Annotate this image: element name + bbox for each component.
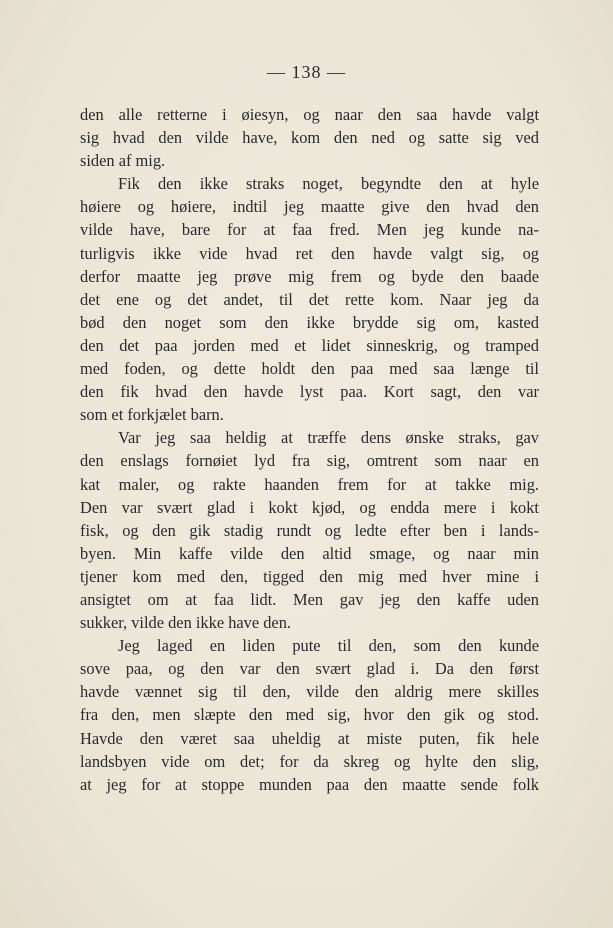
text-line: Fik den ikke straks noget, begyndte den at hyle <box>118 174 539 194</box>
text-line: den alle retterne i øiesyn, og naar den saa havde valgt <box>80 105 539 124</box>
text-line: ansigtet om at faa lidt. Men gav jeg den kaffe uden <box>80 589 539 609</box>
text-line: den enslags fornøiet lyd fra sig, omtrent som naar en <box>80 451 539 471</box>
text-line: tjener kom med den, tigged den mig med hver mine i <box>80 566 539 586</box>
text-line: sig hvad den vilde have, kom den ned og satte sig ved <box>80 128 539 148</box>
page-number: — 138 — <box>267 62 346 82</box>
text-line: Havde den været saa uheldig at miste puten, fik hele <box>80 728 539 748</box>
text-line: turligvis ikke vide hvad ret den havde valgt sig, og <box>80 243 539 263</box>
text-line: som et forkjælet barn. <box>80 405 224 425</box>
text-line: Var jeg saa heldig at træffe dens ønske straks, gav <box>118 428 539 448</box>
text-line: byen. Min kaffe vilde den altid smage, og naar min <box>80 543 539 563</box>
body-text <box>80 103 539 796</box>
text-line: landsbyen vide om det; for da skreg og hylte den slig, <box>80 751 539 771</box>
text-line: med foden, og dette holdt den paa med saa længe til <box>80 359 539 379</box>
text-line: bød den noget som den ikke brydde sig om, kasted <box>80 312 539 332</box>
text-line: sove paa, og den var den svært glad i. Da den først <box>80 659 539 679</box>
text-line: at jeg for at stoppe munden paa den maatte sende folk <box>80 774 539 794</box>
text-line: vilde have, bare for at faa fred. Men jeg kunde na- <box>80 220 539 240</box>
text-line: siden af mig. <box>80 151 166 171</box>
text-line: fra den, men slæpte den med sig, hvor den gik og stod. <box>80 705 539 725</box>
text-line: fisk, og den gik stadig rundt og ledte efter ben i lands- <box>80 520 539 540</box>
text-line: sukker, vilde den ikke have den. <box>80 613 291 633</box>
text-line: kat maler, og rakte haanden frem for at takke mig. <box>80 474 539 494</box>
text-line: den fik hvad den havde lyst paa. Kort sagt, den var <box>80 382 539 402</box>
text-line: det ene og det andet, til det rette kom. Naar jeg da <box>80 289 539 309</box>
text-line: Jeg laged en liden pute til den, som den kunde <box>118 636 539 656</box>
text-line: Den var svært glad i kokt kjød, og endda mere i kokt <box>80 497 539 517</box>
text-line: høiere og høiere, indtil jeg maatte give den hvad den <box>80 197 539 217</box>
text-line: den det paa jorden med et lidet sinneskrig, og tramped <box>80 335 539 355</box>
text-line: havde vænnet sig til den, vilde den aldrig mere skilles <box>80 682 539 702</box>
text-line: derfor maatte jeg prøve mig frem og byde den baade <box>80 266 539 286</box>
